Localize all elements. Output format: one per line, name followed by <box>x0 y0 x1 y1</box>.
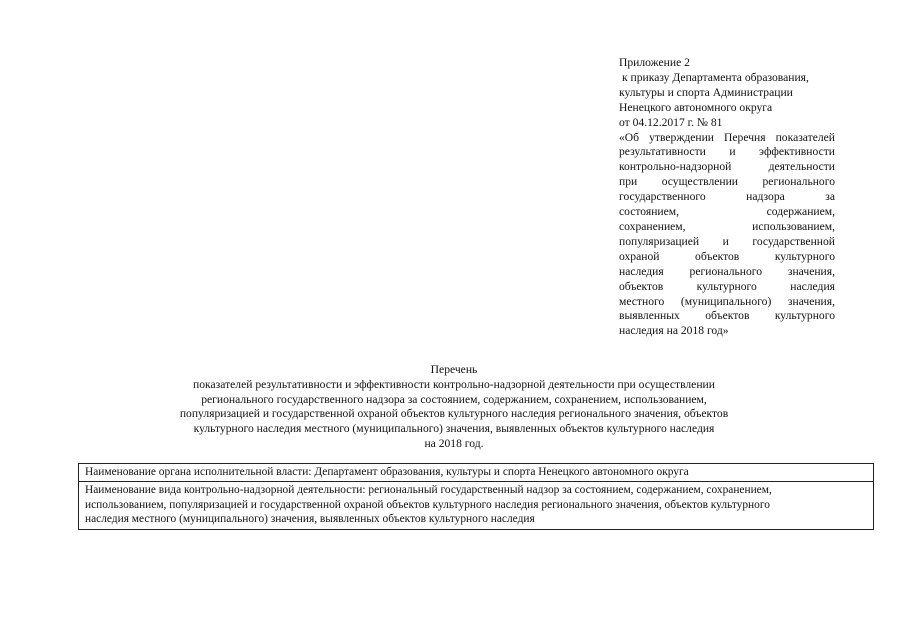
executive-body-text: Наименование органа исполнительной власти: Департамент образования, культуры и спорта Ненецкого автономного округа <box>85 466 689 478</box>
annex-subject-line: охраной объектов культурного <box>619 249 835 263</box>
info-table <box>78 463 874 530</box>
executive-body-cell <box>79 464 874 482</box>
annex-order-reference: к приказу Департамента образования, <box>622 70 809 84</box>
annex-subject-line: государственного надзора за <box>619 190 835 204</box>
annex-subject-line: «Об утверждении Перечня показателей <box>619 130 835 144</box>
annex-subject-line: наследия на 2018 год» <box>619 324 729 338</box>
annex-subject-line: результативности и эффективности <box>619 145 835 159</box>
annex-subject-line: наследия регионального значения, <box>619 264 835 278</box>
annex-subject-line: состоянием, содержанием, <box>619 205 835 219</box>
table-row <box>79 464 874 482</box>
title-line: регионального государственного надзора за состоянием, содержанием, сохранением, использованием, <box>201 392 707 406</box>
annex-subject-line: выявленных объектов культурного <box>619 309 835 323</box>
annex-subject-line: при осуществлении регионального <box>619 175 835 189</box>
annex-header <box>619 56 835 339</box>
title-line: культурного наследия местного (муниципального) значения, выявленных объектов культурного наследия <box>193 422 715 436</box>
title-line: показателей результативности и эффективности контрольно-надзорной деятельности при осуществлении <box>193 377 715 391</box>
table-row <box>79 482 874 529</box>
activity-type-line: использованием, популяризацией и государственной охраной объектов культурного наследия регионального значения, объектов культурного <box>85 498 770 511</box>
annex-order-date: от 04.12.2017 г. № 81 <box>619 115 723 129</box>
annex-number: Приложение 2 <box>619 56 690 69</box>
annex-subject-line: контрольно-надзорной деятельности <box>619 160 835 174</box>
annex-administration: культуры и спорта Администрации <box>619 85 793 99</box>
annex-subject-line: популяризацией и государственной <box>619 234 835 248</box>
activity-type-line: наследия местного (муниципального) значения, выявленных объектов культурного наследия <box>85 513 535 526</box>
activity-type-cell <box>79 482 874 529</box>
annex-subject-line: объектов культурного наследия <box>619 279 835 293</box>
title-line: популяризацией и государственной охраной объектов культурного наследия регионального значения, объектов <box>179 407 729 421</box>
title-line: на 2018 год. <box>424 436 484 450</box>
title-heading: Перечень <box>430 363 478 376</box>
annex-region: Ненецкого автономного округа <box>619 100 773 114</box>
activity-type-line: Наименование вида контрольно-надзорной деятельности: региональный государственный надзор за состоянием, содержанием, сохранением, <box>85 484 772 497</box>
document-title <box>120 363 788 452</box>
annex-subject-line: местного (муниципального) значения, <box>619 294 835 308</box>
annex-subject-line: сохранением, использованием, <box>619 219 835 233</box>
